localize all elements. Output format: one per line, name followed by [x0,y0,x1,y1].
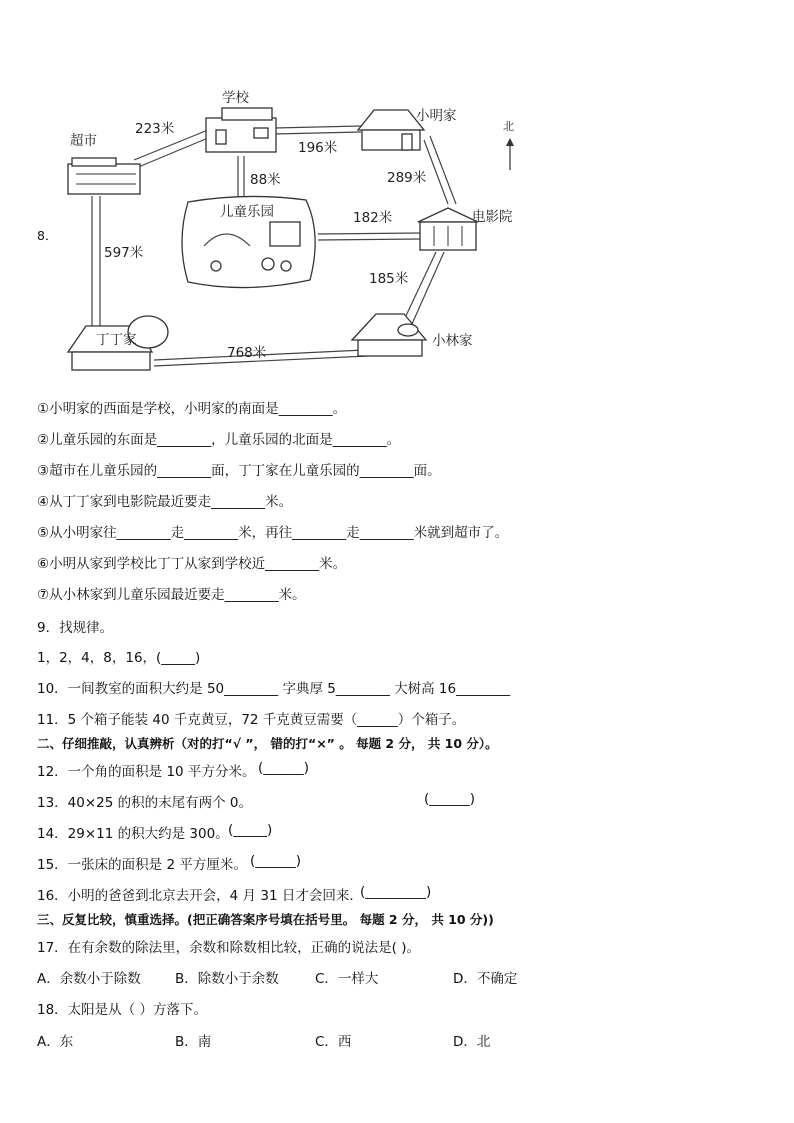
road-xiaoming-cinema [424,136,456,204]
section-3-heading: 三、反复比较，慎重选择。(把正确答案序号填在括号里。 每题 2 分， 共 10 分)) [37,912,494,927]
label-xiaoming-home: 小明家 [416,108,457,124]
road-cinema-xiaolin [404,252,444,324]
distance-xiaoming-cinema: 289米 [387,170,427,186]
label-school: 学校 [222,90,249,106]
q18-option-a: A．东 [37,1034,74,1050]
q10-text: 10．一间教室的面积大约是 50________ 字典厚 5________ 大树高 16________ [37,681,511,697]
q8-item-7: ⑦从小林家到儿童乐园最近要走________米。 [37,587,306,603]
q17-option-a: A．余数小于除数 [37,971,141,987]
school-building-icon [206,108,276,152]
q18-option-b: B．南 [175,1034,212,1050]
distance-cinema-xiaolin: 185米 [369,271,409,287]
north-arrow-icon [506,138,514,170]
distance-supermarket-school: 223米 [135,121,175,137]
q8-item-4: ④从丁丁家到电影院最近要走________米。 [37,494,293,510]
q14-text: 14．29×11 的积大约是 300。 [37,826,229,842]
q18-option-c: C．西 [315,1034,352,1050]
q9-text: 9．找规律。 [37,620,114,636]
q13-blank: (______) [424,791,476,807]
q18-stem: 18．太阳是从（ ）方落下。 [37,1002,207,1018]
label-xiaolin-home: 小林家 [432,333,473,349]
cinema-building-icon [418,208,478,250]
q8-item-2: ②儿童乐园的东面是________，儿童乐园的北面是________。 [37,432,401,448]
distance-school-xiaoming: 196米 [298,140,338,156]
q12-text: 12．一个角的面积是 10 平方分米。 [37,764,256,780]
q8-item-3: ③超市在儿童乐园的________面，丁丁家在儿童乐园的________面。 [37,463,441,479]
label-supermarket: 超市 [70,133,97,149]
supermarket-building-icon [68,158,140,194]
label-north: 北 [503,120,514,133]
q15-blank: (______) [250,853,302,869]
map-diagram [56,84,556,384]
q12-blank: (______) [258,760,310,776]
q8-item-6: ⑥小明从家到学校比丁丁从家到学校近________米。 [37,556,347,572]
road-supermarket-dingding [92,196,100,332]
label-playground: 儿童乐园 [220,204,274,220]
q11-text: 11．5 个箱子能装 40 千克黄豆，72 千克黄豆需要（______）个箱子。 [37,712,466,728]
question-number-8: 8． [37,228,58,243]
q18-option-d: D．北 [453,1034,491,1050]
q17-stem: 17．在有余数的除法里，余数和除数相比较，正确的说法是( )。 [37,940,421,956]
q16-text: 16．小明的爸爸到北京去开会，4 月 31 日才会回来． [37,888,363,904]
distance-school-playground: 88米 [250,172,281,188]
q17-option-c: C．一样大 [315,971,379,987]
q16-blank: (_________) [360,884,432,900]
xiaoming-home-icon [358,110,424,150]
q14-blank: (_____) [228,822,273,838]
label-dingding-home: 丁丁家 [96,332,137,348]
xiaolin-home-icon [352,314,426,356]
q9-sequence: 1，2，4，8，16，(_____) [37,650,201,666]
q13-text: 13．40×25 的积的末尾有两个 0。 [37,795,253,811]
label-cinema: 电影院 [472,209,513,225]
section-2-heading: 二、仔细推敲，认真辨析（对的打“√ ”， 错的打“×” 。 每题 2 分， 共 10 分）。 [37,736,498,751]
q8-item-5: ⑤从小明家往________走________米，再往________走________米就到超市了。 [37,525,509,541]
road-school-xiaoming [274,126,361,134]
q8-item-1: ①小明家的西面是学校，小明家的南面是________。 [37,401,347,417]
q15-text: 15．一张床的面积是 2 平方厘米。 [37,857,247,873]
distance-supermarket-dingding: 597米 [104,245,144,261]
q17-option-b: B．除数小于余数 [175,971,279,987]
distance-playground-cinema: 182米 [353,210,393,226]
q17-option-d: D．不确定 [453,971,518,987]
road-playground-cinema [318,233,421,240]
distance-dingding-xiaolin: 768米 [227,345,267,361]
